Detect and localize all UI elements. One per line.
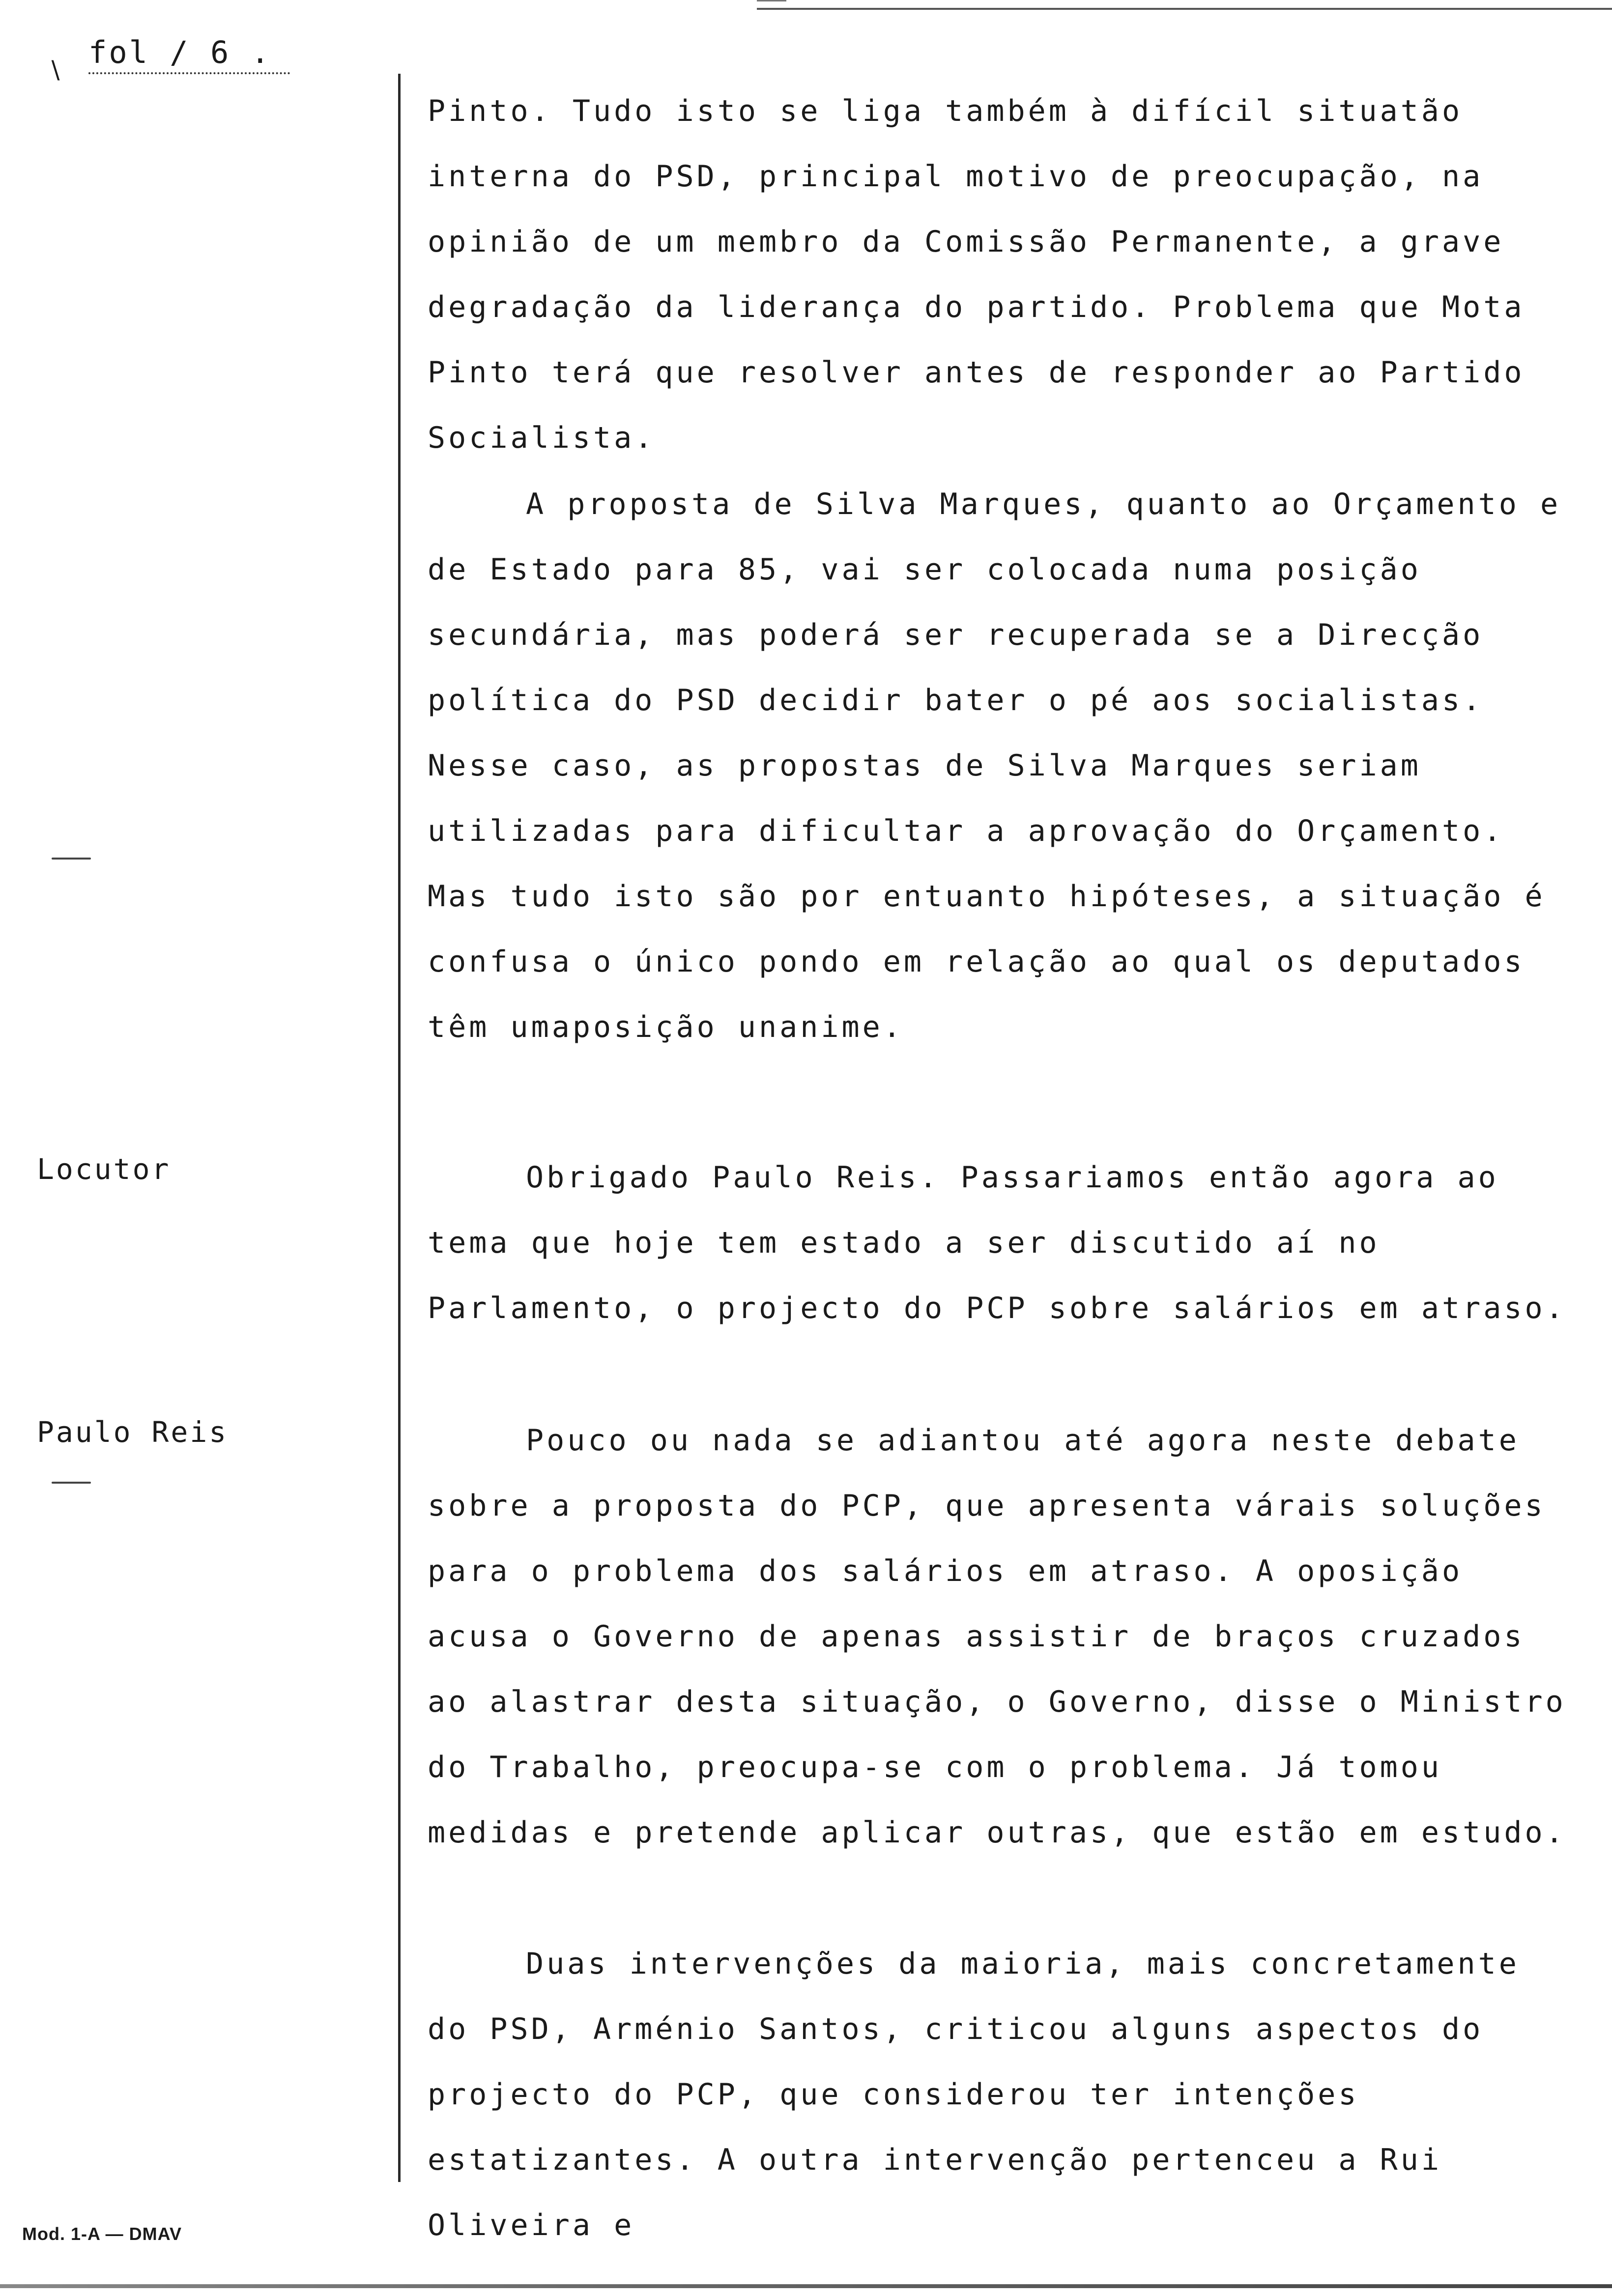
speaker-paulo-reis: Paulo Reis <box>37 1415 229 1449</box>
speaker-mark <box>52 1482 91 1484</box>
bottom-rule <box>0 2284 1612 2288</box>
folio-tick-mark: ∖ <box>47 57 62 85</box>
paragraph-1: Pinto. Tudo isto se liga também à difícil situatão interna do PSD, principal motivo de preocupação, na opinião de um membro da Comissão Permanente, a grave degradação da liderança do partido. Problema que Mota Pinto terá que resolver antes de responder ao Partido Socialista. <box>428 94 1525 455</box>
speaker-locutor: Locutor <box>37 1152 171 1186</box>
top-edge-mark <box>757 0 786 1</box>
top-rule <box>757 8 1612 10</box>
folio-number: fol / 6 . <box>88 34 290 74</box>
paragraph-5: Duas intervenções da maioria, mais concretamente do PSD, Arménio Santos, criticou alguns aspectos do projecto do PCP, que considerou ter intenções estatizantes. A outra intervenção pertenceu a Rui Oliveira e <box>428 1947 1520 2242</box>
paragraph-4: Pouco ou nada se adiantou até agora neste debate sobre a proposta do PCP, que apresenta várais soluções para o problema dos salários em atraso. A oposição acusa o Governo de apenas assistir de braços cruzados ao alastrar desta situação, o Governo, disse o Ministro do Trabalho, preocupa-se com o problema. Já tomou medidas e pretende aplicar outras, que estão em estudo. <box>428 1423 1566 1850</box>
margin-rule <box>398 74 401 2182</box>
paragraph-3: Obrigado Paulo Reis. Passariamos então agora ao tema que hoje tem estado a ser discutido aí no Parlamento, o projecto do PCP sobre salários em atraso. <box>428 1160 1566 1325</box>
form-code: Mod. 1-A — DMAV <box>22 2224 182 2244</box>
paragraph-2: A proposta de Silva Marques, quanto ao Orçamento e de Estado para 85, vai ser colocada numa posição secundária, mas poderá ser recuperada se a Direcção política do PSD decidir bater o pé aos socialistas. Nesse caso, as propostas de Silva Marques seriam utilizadas para dificultar a aprovação do Orçamento. Mas tudo isto são por entuanto hipóteses, a situação é confusa o único pondo em relação ao qual os deputados têm umaposição unanime. <box>428 487 1561 1044</box>
speaker-mark <box>52 858 91 860</box>
